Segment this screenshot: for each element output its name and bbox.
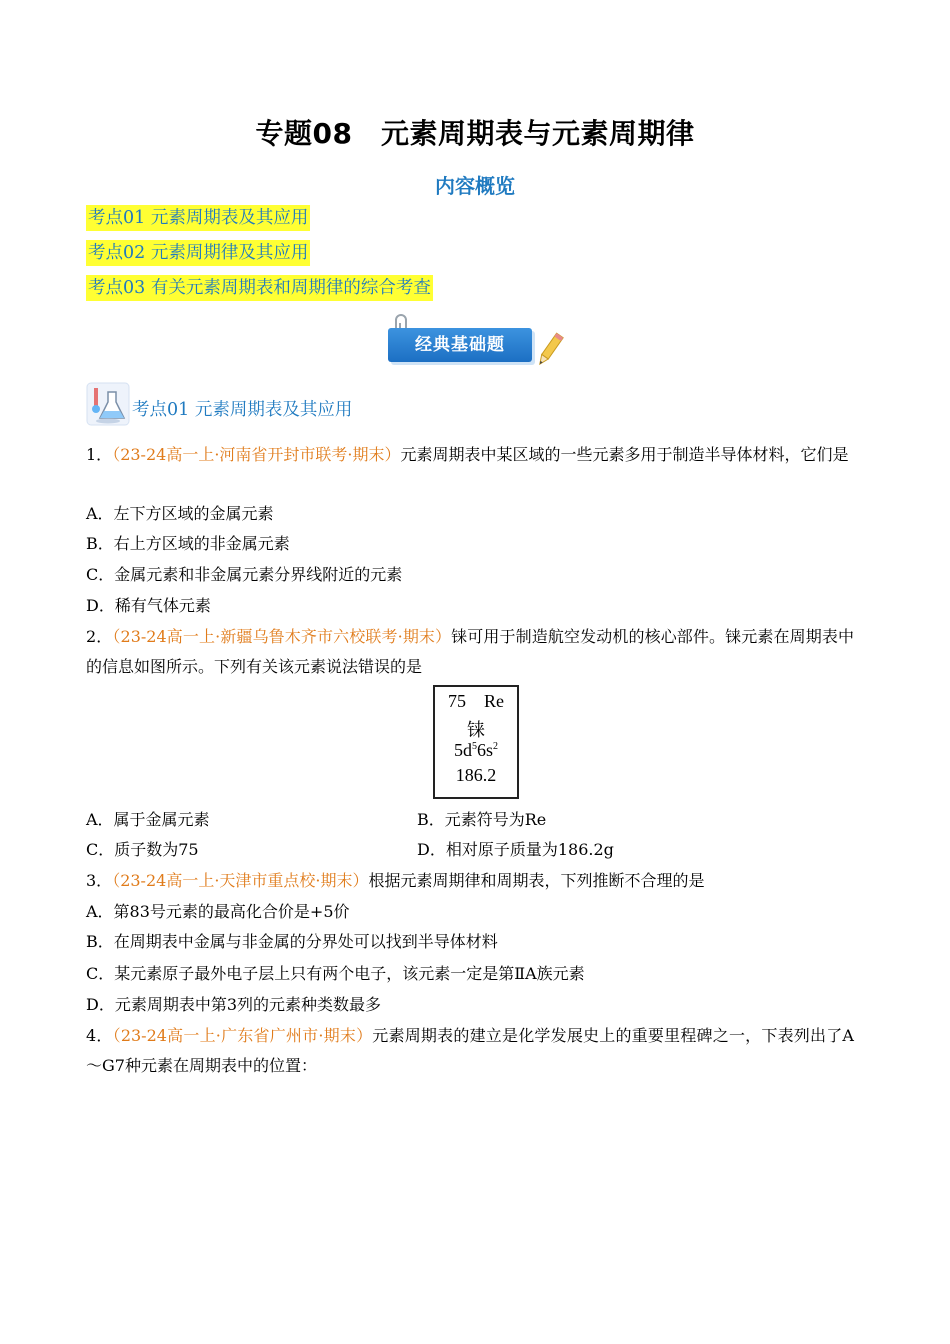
question-4 xyxy=(86,1021,854,1081)
banner-label: 经典基础题 xyxy=(415,335,505,355)
option-d[interactable]: D．稀有气体元素 xyxy=(86,596,211,615)
electron-configuration: $5d^56s^2$ xyxy=(453,740,498,760)
question-stem: 元素周期表的建立是化学发展史上的重要里程碑之一，下表列出了A～G7种元素在周期表中的位置： xyxy=(86,1026,854,1075)
toc-item-1[interactable]: 考点01 元素周期表及其应用 xyxy=(86,205,310,231)
question-source: （23-24高一上·河南省开封市联考·期末） xyxy=(112,445,401,464)
section-banner xyxy=(388,318,566,376)
question-1 xyxy=(86,440,854,470)
element-card-top xyxy=(435,691,517,712)
toc-item-2[interactable]: 考点02 元素周期律及其应用 xyxy=(86,240,310,266)
question-2 xyxy=(86,622,854,682)
option-c[interactable]: C．金属元素和非金属元素分界线附近的元素 xyxy=(86,565,403,584)
toc-item-3[interactable]: 考点03 有关元素周期表和周期律的综合考查 xyxy=(86,275,433,301)
question-source: （23-24高一上·广东省广州市·期末） xyxy=(112,1026,373,1045)
option-a[interactable]: A．第83号元素的最高化合价是+5价 xyxy=(86,902,350,921)
option-c[interactable]: C．某元素原子最外电子层上只有两个电子，该元素一定是第ⅡA族元素 xyxy=(86,964,585,983)
question-number: 2． xyxy=(86,627,113,646)
option-b[interactable]: B．元素符号为Re xyxy=(417,810,547,829)
option-d[interactable]: D．相对原子质量为186.2g xyxy=(417,840,614,859)
question-number: 3． xyxy=(86,871,113,890)
atomic-mass: 186.2 xyxy=(455,765,497,785)
overview-title: 内容概览 xyxy=(435,174,515,198)
element-symbol: Re xyxy=(484,691,504,711)
atomic-number: 75 xyxy=(448,691,466,711)
question-3 xyxy=(86,866,854,896)
option-a[interactable]: A．属于金属元素 xyxy=(86,810,210,829)
lab-flask-icon xyxy=(86,382,130,426)
page-title: 专题08 元素周期表与元素周期律 xyxy=(255,117,695,150)
question-stem: 根据元素周期律和周期表，下列推断不合理的是 xyxy=(368,871,705,890)
question-source: （23-24高一上·天津市重点校·期末） xyxy=(112,871,369,890)
element-card xyxy=(433,685,519,799)
question-stem: 铼可用于制造航空发动机的核心部件。铼元素在周期表中的信息如图所示。下列有关该元素说法错误的是 xyxy=(86,627,854,676)
option-d[interactable]: D．元素周期表中第3列的元素种类数最多 xyxy=(86,995,382,1014)
question-source: （23-24高一上·新疆乌鲁木齐市六校联考·期末） xyxy=(112,627,452,646)
pencil-icon xyxy=(534,330,564,372)
section-title: 考点01 元素周期表及其应用 xyxy=(132,400,353,420)
element-name: 铼 xyxy=(467,720,485,740)
option-a[interactable]: A．左下方区域的金属元素 xyxy=(86,504,274,523)
option-b[interactable]: B．右上方区域的非金属元素 xyxy=(86,534,290,553)
option-b[interactable]: B．在周期表中金属与非金属的分界处可以找到半导体材料 xyxy=(86,932,498,951)
question-stem: 元素周期表中某区域的一些元素多用于制造半导体材料，它们是 xyxy=(400,445,849,464)
question-number: 1． xyxy=(86,445,113,464)
question-number: 4． xyxy=(86,1026,113,1045)
option-c[interactable]: C．质子数为75 xyxy=(86,840,199,859)
